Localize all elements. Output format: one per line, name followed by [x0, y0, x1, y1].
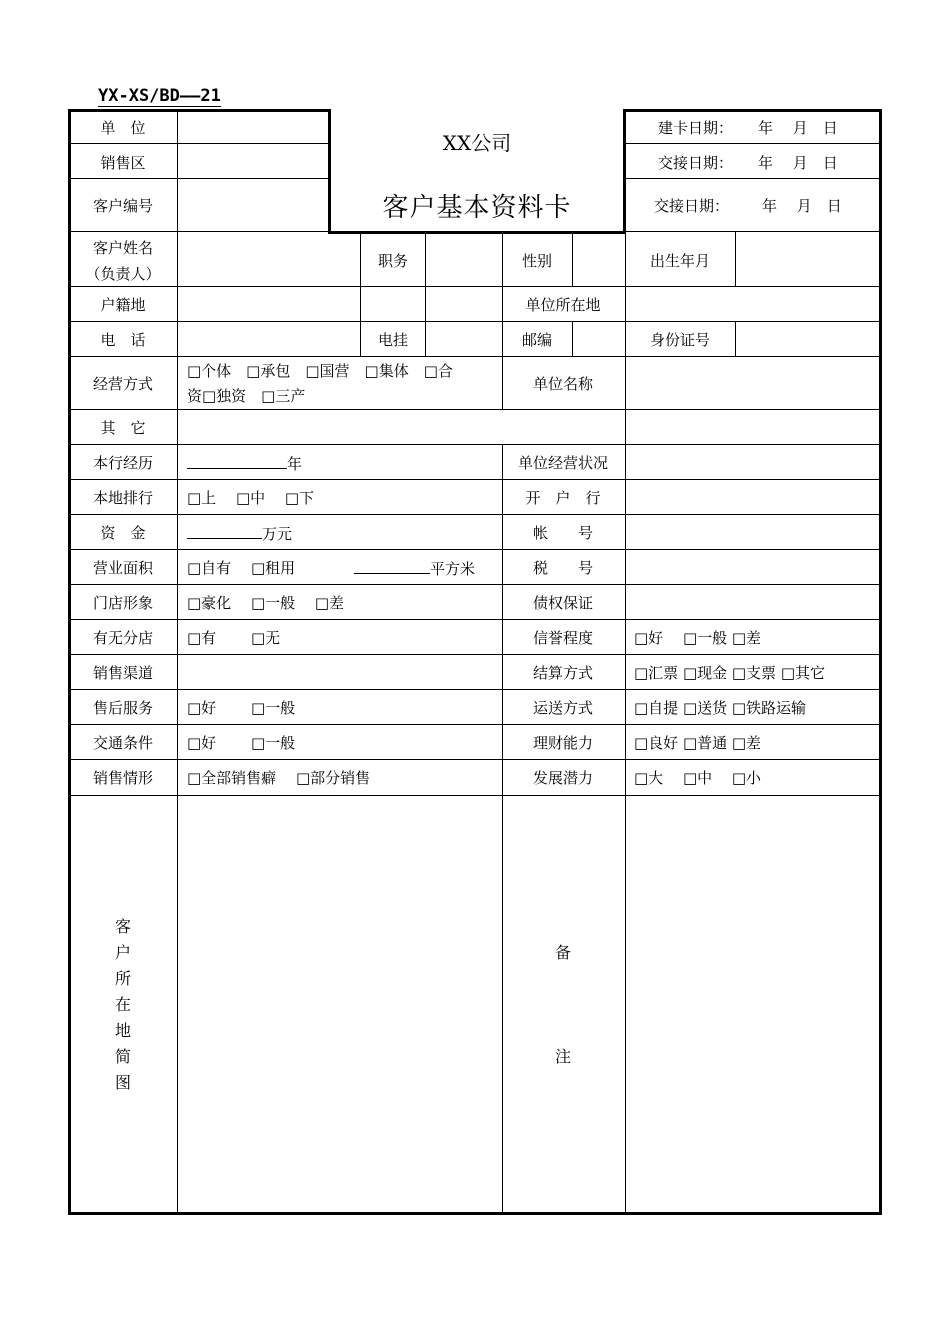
store-image-options[interactable]: □豪化 □一般 □差: [187, 594, 345, 612]
grid-line: [425, 231, 426, 356]
grid-line: [70, 759, 880, 760]
capital-label: 资 金: [100, 524, 146, 542]
grid-line: [626, 178, 880, 179]
finance-ability-label: 理财能力: [532, 734, 594, 752]
grid-line: [70, 444, 880, 445]
sales-situation-options[interactable]: □全部销售癖 □部分销售: [187, 769, 371, 787]
grid-line: [70, 514, 880, 515]
grid-line: [70, 549, 880, 550]
shipping-label: 运送方式: [532, 699, 594, 717]
grid-line: [572, 231, 573, 286]
shipping-options[interactable]: □自提 □送货 □铁路运输: [634, 699, 807, 717]
grid-line: [572, 321, 573, 356]
grid-line: [70, 178, 328, 179]
local-ranking-options[interactable]: □上 □中 □下: [187, 489, 315, 507]
potential-options[interactable]: □大 □中 □小: [634, 769, 762, 787]
grid-line: [735, 231, 736, 286]
grid-line: [502, 231, 503, 409]
remarks-label-1: 备: [554, 943, 572, 962]
local-ranking-label: 本地排行: [92, 489, 154, 507]
credit-level-label: 信誉程度: [532, 629, 594, 647]
branch-options[interactable]: □有 □无: [187, 629, 281, 647]
unit-name-label: 单位名称: [532, 375, 594, 393]
traffic-options[interactable]: □好 □一般: [187, 734, 296, 752]
gender-label: 性别: [521, 252, 553, 270]
company-name: XX公司: [442, 131, 512, 155]
grid-line: [177, 112, 178, 1212]
grid-line: [70, 356, 880, 357]
pager-label: 电挂: [377, 331, 409, 349]
business-area-size[interactable]: 平方米: [354, 558, 475, 579]
industry-experience-value[interactable]: 年: [187, 453, 302, 474]
location-map-label: 客 户 所 在 地 简 图: [114, 917, 131, 1092]
settlement-options[interactable]: □汇票 □现金 □支票 □其它: [634, 664, 825, 682]
responsible-label: （负责人）: [85, 265, 161, 283]
credit-guarantee-label: 债权保证: [532, 594, 594, 612]
account-no-label: 帐 号: [532, 524, 594, 542]
grid-line: [70, 479, 880, 480]
business-area-label: 营业面积: [92, 559, 154, 577]
grid-line: [625, 231, 626, 1212]
business-mode-label: 经营方式: [92, 375, 154, 393]
finance-ability-options[interactable]: □良好 □普通 □差: [634, 734, 762, 752]
unit-label: 单 位: [100, 119, 146, 137]
settlement-label: 结算方式: [532, 664, 594, 682]
business-mode-options-2[interactable]: 资□独资 □三产: [187, 387, 306, 405]
business-mode-options-1[interactable]: □个体 □承包 □国营 □集体 □合: [187, 362, 453, 380]
position-label: 职务: [377, 252, 409, 270]
id-number-label: 身份证号: [649, 331, 711, 349]
grid-line: [70, 321, 880, 322]
grid-line: [70, 286, 880, 287]
other-label: 其 它: [100, 419, 146, 437]
handover-date2-label: 交接日期：: [654, 197, 730, 215]
traffic-label: 交通条件: [92, 734, 154, 752]
remarks-label-2: 注: [554, 1047, 572, 1066]
grid-line: [626, 143, 880, 144]
business-area-options[interactable]: □自有 □租用: [187, 559, 296, 577]
grid-line: [70, 654, 880, 655]
create-date-label: 建卡日期：: [658, 119, 734, 137]
page-title: 客户基本资料卡: [382, 193, 572, 223]
grid-line: [70, 689, 880, 690]
after-sales-options[interactable]: □好 □一般: [187, 699, 296, 717]
branch-label: 有无分店: [92, 629, 154, 647]
grid-line: [360, 231, 361, 356]
grid-line: [70, 619, 880, 620]
form-code: YX-XS/BD——21: [98, 86, 221, 106]
create-date-ymd: 年 月 日: [758, 119, 838, 137]
customer-card-table: [68, 109, 882, 1215]
grid-line: [70, 795, 880, 796]
credit-level-options[interactable]: □好 □一般 □差: [634, 629, 762, 647]
grid-line: [70, 143, 328, 144]
birth-label: 出生年月: [649, 252, 711, 270]
grid-line: [735, 321, 736, 356]
tax-no-label: 税 号: [532, 559, 594, 577]
customer-no-label: 客户编号: [92, 197, 154, 215]
store-image-label: 门店形象: [92, 594, 154, 612]
unit-operation-status-label: 单位经营状况: [517, 454, 609, 472]
unit-location-label: 单位所在地: [525, 296, 601, 314]
grid-line: [70, 409, 880, 410]
potential-label: 发展潜力: [532, 769, 594, 787]
sales-channel-label: 销售渠道: [92, 664, 154, 682]
title-box: [328, 109, 626, 234]
capital-value[interactable]: 万元: [187, 523, 292, 544]
postcode-label: 邮编: [521, 331, 553, 349]
grid-line: [70, 584, 880, 585]
grid-line: [502, 444, 503, 1212]
industry-experience-label: 本行经历: [92, 454, 154, 472]
domicile-label: 户籍地: [100, 296, 146, 314]
handover-date-label: 交接日期：: [658, 154, 734, 172]
grid-line: [70, 724, 880, 725]
phone-label: 电 话: [100, 331, 146, 349]
after-sales-label: 售后服务: [92, 699, 154, 717]
handover-date-ymd: 年 月 日: [758, 154, 838, 172]
customer-name-label: 客户姓名: [92, 239, 154, 257]
handover-date2-ymd: 年 月 日: [762, 197, 842, 215]
sales-area-label: 销售区: [100, 154, 146, 172]
bank-label: 开 户 行: [525, 489, 601, 507]
sales-situation-label: 销售情形: [92, 769, 154, 787]
